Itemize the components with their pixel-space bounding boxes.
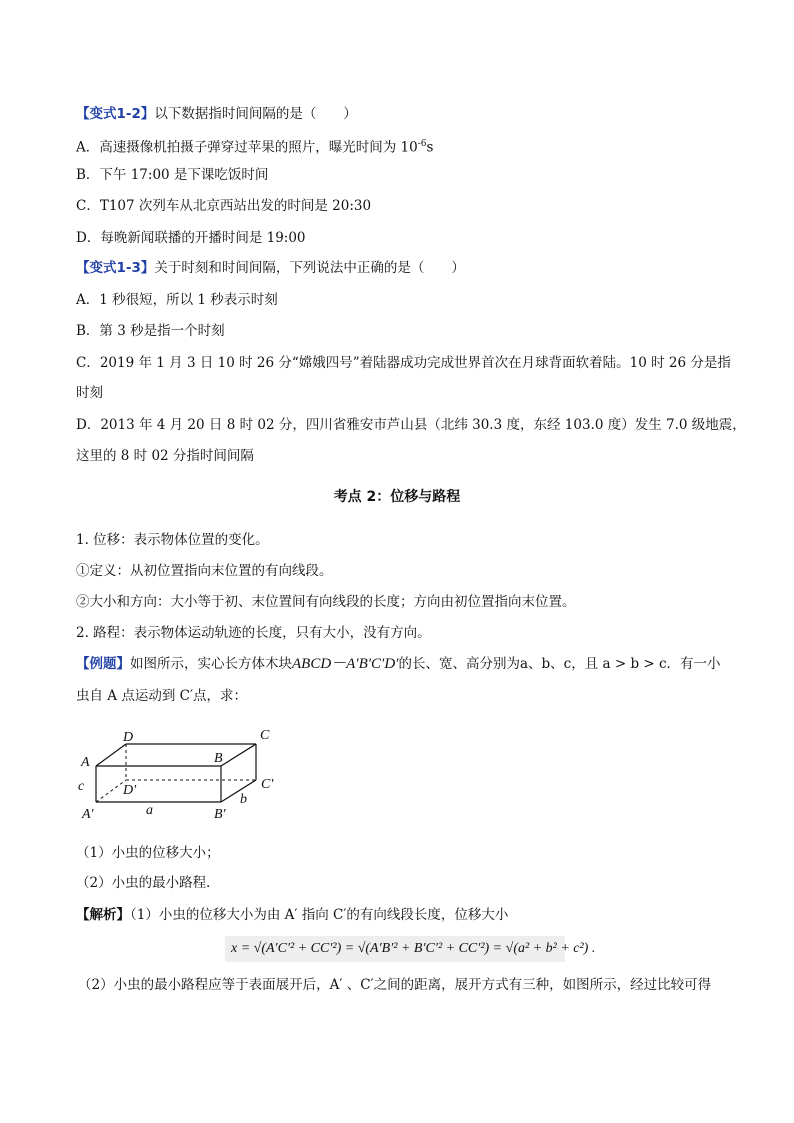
option-d-line1: D．2013 年 4 月 20 日 8 时 02 分，四川省雅安市芦山县（北纬 30.3 度，东经 103.0 度）发生 7.0 级地震， [76,417,746,433]
option-b: B．第 3 秒是指一个时刻 [76,323,225,339]
label-b-edge: b [240,792,247,807]
example-question-2: （2）小虫的最小路程． [76,875,220,891]
option-d: D．每晚新闻联播的开播时间是 19:00 [76,230,306,246]
concept-definition: ①定义：从初位置指向末位置的有向线段。 [76,563,333,579]
cuboid-figure [76,722,286,828]
question-1-2-stem: 【变式1-2】以下数据指时间间隔的是（ ） [76,106,357,122]
section-title: 考点 2：位移与路程 [333,489,461,505]
label-a-edge: a [146,803,153,818]
label-b-prime: B' [214,807,226,822]
option-a: A．高速摄像机拍摄子弹穿过苹果的照片，曝光时间为 $10^{-6}s$ [76,139,434,156]
concept-displacement: 1. 位移：表示物体位置的变化。 [76,532,269,548]
label-d: D [123,730,134,745]
label-c-prime: C' [261,777,274,792]
question-tag: 【变式1-3】 [76,260,155,276]
label-a-prime: A' [82,807,94,822]
label-d-prime: D' [123,783,137,798]
label-a: A [81,755,90,770]
option-a: A．1 秒很短，所以 1 秒表示时刻 [76,292,278,308]
label-c: C [260,728,270,743]
question-1-3-stem: 【变式1-3】关于时刻和时间间隔，下列说法中正确的是（ ） [76,260,465,276]
example-tag: 【例题】 [76,656,130,672]
option-c-line2: 时刻 [76,385,103,401]
label-b: B [214,751,223,766]
label-c-edge: c [78,779,85,794]
example-question-1: （1）小虫的位移大小； [76,845,220,861]
option-c-line1: C．2019 年 1 月 3 日 10 时 26 分“嫦娥四号”着陆器成功完成世界首次在月球背面软着陆。10 时 26 分是指 [76,355,731,371]
displacement-formula: x = √(A′C′² + CC′²) = √(A′B′² + B′C′² + CC′²) = √(a² + b² + c²) . [225,936,565,962]
solution-line1: 【解析】（1）小虫的位移大小为由 A′ 指向 C′的有向线段长度，位移大小 [76,907,509,923]
concept-magnitude-direction: ②大小和方向：大小等于初、末位置间有向线段的长度；方向由初位置指向末位置。 [76,594,576,610]
example-stem-line2: 虫自 A 点运动到 C′点，求： [76,688,248,704]
solution-tag: 【解析】 [76,907,130,923]
solution-line2: （2）小虫的最小路程应等于表面展开后，A′ 、C′之间的距离，展开方式有三种，如图所示，经过比较可得 [78,977,712,993]
concept-path-length: 2. 路程：表示物体运动轨迹的长度，只有大小，没有方向。 [76,625,431,641]
option-c: C．T107 次列车从北京西站出发的时间是 20:30 [76,198,372,214]
option-b: B．下午 17:00 是下课吃饭时间 [76,167,269,183]
option-d-line2: 这里的 8 时 02 分指时间间隔 [76,448,254,464]
question-tag: 【变式1-2】 [76,106,155,122]
example-stem-line1: 【例题】如图所示，实心长方体木块ABCD－A′B′C′D′的长、宽、高分别为a、b、c，且 a > b > c．有一小 [76,656,721,672]
